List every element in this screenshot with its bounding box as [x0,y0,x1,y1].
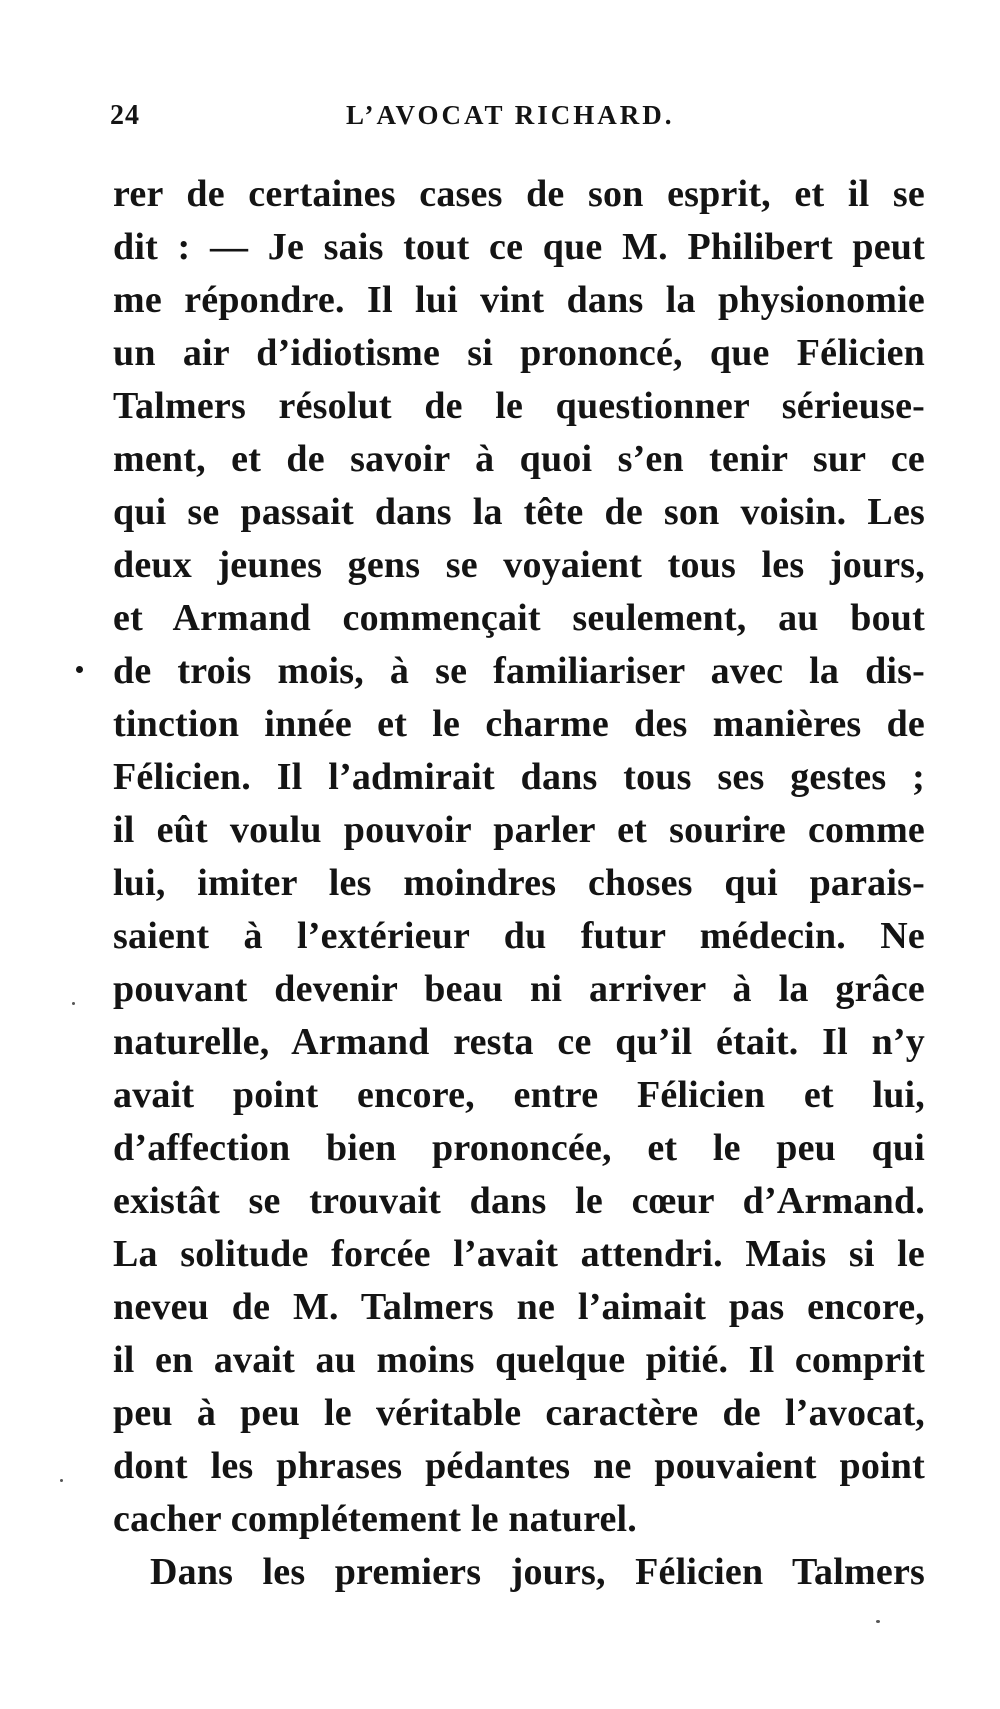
body-text [113,168,925,1599]
page-number: 24 [110,100,140,131]
text-line: avait point encore, entre Félicien et lui, [113,1074,925,1116]
margin-mark [76,666,83,673]
text-line: et Armand commençait seulement, au bout [113,597,925,639]
text-line: dit : — Je sais tout ce que M. Philibert peut [113,226,925,268]
text-line: il eût voulu pouvoir parler et sourire comme [113,809,925,851]
text-line: d’affection bien prononcée, et le peu qui [113,1127,925,1169]
text-line: Dans les premiers jours, Félicien Talmers [150,1551,925,1593]
text-line: il en avait au moins quelque pitié. Il comprit [113,1339,925,1381]
text-line: tinction innée et le charme des manières de [113,703,925,745]
text-line: peu à peu le véritable caractère de l’avocat, [113,1392,925,1434]
text-line: Talmers résolut de le questionner sérieuse- [113,385,925,427]
print-speck [60,1479,63,1482]
text-line: La solitude forcée l’avait attendri. Mais si le [113,1233,925,1275]
text-line: deux jeunes gens se voyaient tous les jours, [113,544,925,586]
text-line: me répondre. Il lui vint dans la physionomie [113,279,925,321]
text-line: qui se passait dans la tête de son voisin. Les [113,491,925,533]
text-line: saient à l’extérieur du futur médecin. Ne [113,915,925,957]
running-head [110,100,910,140]
text-line: ment, et de savoir à quoi s’en tenir sur ce [113,438,925,480]
text-line: de trois mois, à se familiariser avec la dis- [113,650,925,692]
text-line: Félicien. Il l’admirait dans tous ses gestes ; [113,756,925,798]
text-line: dont les phrases pédantes ne pouvaient point [113,1445,925,1487]
text-line: rer de certaines cases de son esprit, et il se [113,173,925,215]
text-line: neveu de M. Talmers ne l’aimait pas encore, [113,1286,925,1328]
text-line: pouvant devenir beau ni arriver à la grâce [113,968,925,1010]
print-speck [72,1002,75,1005]
text-line: existât se trouvait dans le cœur d’Armand. [113,1180,925,1222]
text-line: naturelle, Armand resta ce qu’il était. Il n’y [113,1021,925,1063]
text-line: cacher complétement le naturel. [113,1498,637,1540]
running-title: L’AVOCAT RICHARD. [346,100,675,130]
text-line: un air d’idiotisme si prononcé, que Félicien [113,332,925,374]
text-line: lui, imiter les moindres choses qui parais- [113,862,925,904]
print-speck [876,1620,880,1623]
